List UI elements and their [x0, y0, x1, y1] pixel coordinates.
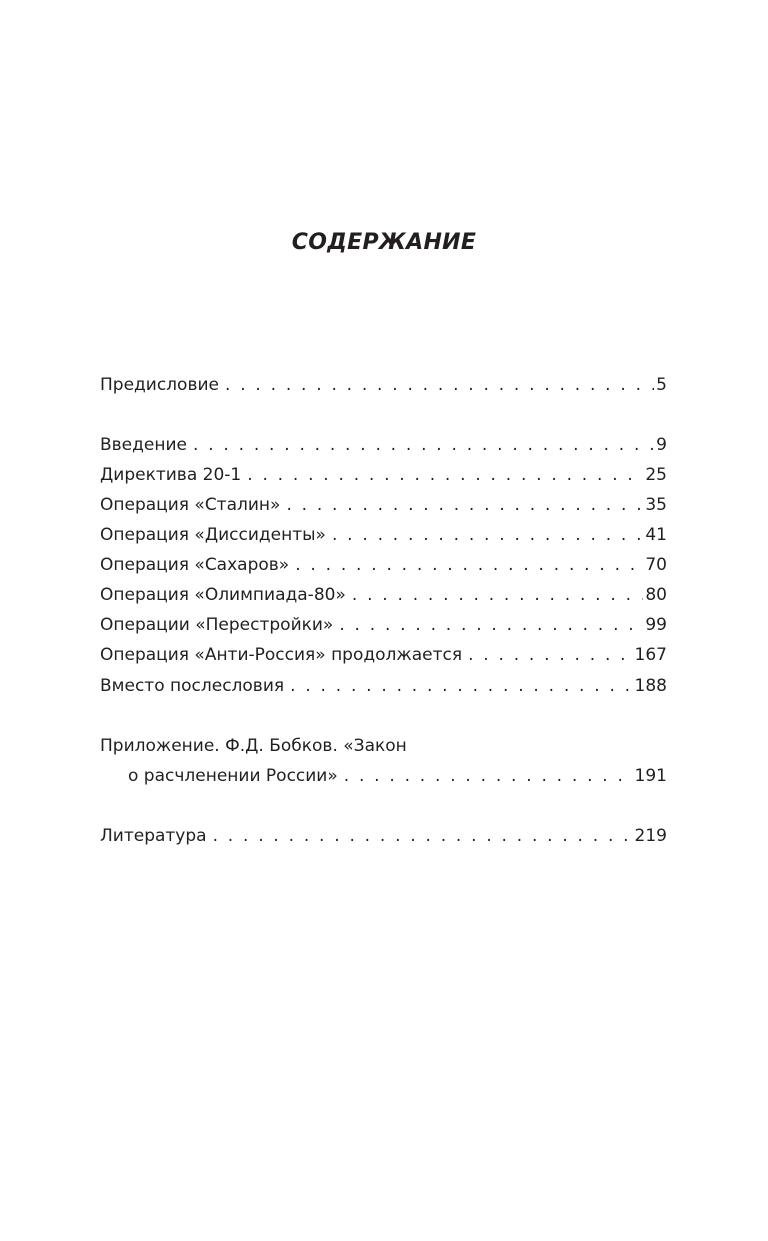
toc-entry-label: Вместо послесловия — [100, 673, 290, 699]
dot-leader — [193, 432, 654, 458]
toc-entry-label: Операции «Перестройки» — [100, 612, 339, 638]
toc-entry-page: 25 — [645, 465, 667, 485]
toc-entry-operation-stalin[interactable] — [100, 492, 667, 518]
toc-entry-operation-dissidents[interactable] — [100, 522, 667, 548]
dot-leader — [213, 823, 633, 849]
dot-leader — [290, 673, 632, 699]
toc-entry-afterword[interactable] — [100, 673, 667, 699]
dot-leader — [468, 642, 632, 668]
toc-entry-page: 99 — [645, 615, 667, 635]
toc-entry-operation-olympics[interactable] — [100, 582, 667, 608]
dot-leader — [295, 552, 643, 578]
toc-entry-page: 41 — [645, 525, 667, 545]
dot-leader — [332, 522, 643, 548]
dot-leader — [352, 582, 644, 608]
toc-entry-label: Предисловие — [100, 372, 225, 398]
page-title: СОДЕРЖАНИЕ — [291, 230, 477, 255]
toc-entry-introduction[interactable] — [100, 432, 667, 458]
toc-entry-page: 188 — [634, 676, 667, 696]
toc-entry-label: Операция «Олимпиада-80» — [100, 582, 352, 608]
dot-leader — [225, 372, 654, 398]
toc-entry-literature[interactable] — [100, 823, 667, 849]
toc-entry-operations-perestroika[interactable] — [100, 612, 667, 638]
toc-entry-appendix[interactable] — [128, 763, 667, 789]
toc-entry-label: Литература — [100, 823, 213, 849]
toc-entry-operation-sakharov[interactable] — [100, 552, 667, 578]
toc-entry-label: Директива 20-1 — [100, 462, 247, 488]
toc-entry-page: 219 — [634, 826, 667, 846]
dot-leader — [286, 492, 643, 518]
toc-entry-page: 9 — [656, 435, 667, 455]
toc-entry-label: Введение — [100, 432, 193, 458]
toc-entry-page: 70 — [645, 555, 667, 575]
toc-entry-page: 80 — [645, 585, 667, 605]
toc-entry-page: 35 — [645, 495, 667, 515]
toc-entry-label: Операция «Сталин» — [100, 492, 286, 518]
toc-entry-label: Операция «Анти-Россия» продолжается — [100, 642, 468, 668]
toc-entry-directive[interactable] — [100, 462, 667, 488]
toc-entry-page: 167 — [634, 645, 667, 665]
toc-entry-label: Операция «Сахаров» — [100, 552, 295, 578]
dot-leader — [247, 462, 643, 488]
toc-entry-page: 191 — [634, 766, 667, 786]
toc-entry-appendix-first-line[interactable]: Приложение. Ф.Д. Бобков. «Закон — [100, 736, 407, 756]
toc-entry-operation-anti-russia[interactable] — [100, 642, 667, 668]
toc-entry-page: 5 — [656, 375, 667, 395]
dot-leader — [344, 763, 633, 789]
toc-entry-preface[interactable] — [100, 372, 667, 398]
dot-leader — [339, 612, 643, 638]
toc-entry-label: Операция «Диссиденты» — [100, 522, 332, 548]
toc-entry-label: о расчленении России» — [128, 763, 344, 789]
